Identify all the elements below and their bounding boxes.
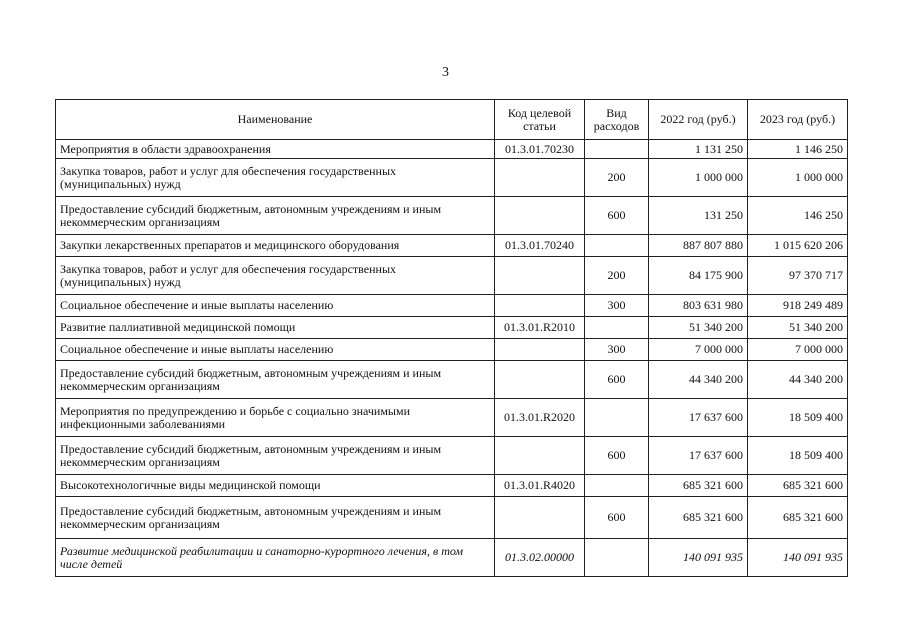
row-code: 01.3.02.00000: [495, 539, 585, 577]
row-value-2022: 1 131 250: [649, 140, 748, 159]
table-row: [56, 475, 848, 497]
row-vid: 200: [585, 159, 649, 197]
row-vid: 600: [585, 361, 649, 399]
row-name: Закупки лекарственных препаратов и медицинского оборудования: [56, 235, 495, 257]
row-value-2023: 97 370 717: [748, 257, 848, 295]
row-value-2023: 1 000 000: [748, 159, 848, 197]
row-value-2023: 44 340 200: [748, 361, 848, 399]
header-vid: Вид расходов: [585, 100, 649, 140]
header-code: Код целевой статьи: [495, 100, 585, 140]
row-name: Закупка товаров, работ и услуг для обеспечения государственных (муниципальных) нужд: [56, 159, 495, 197]
table-row: [56, 399, 848, 437]
row-value-2023: 51 340 200: [748, 317, 848, 339]
row-name: Социальное обеспечение и иные выплаты населению: [56, 339, 495, 361]
table-row: [56, 539, 848, 577]
row-vid: 300: [585, 295, 649, 317]
row-code: [495, 339, 585, 361]
row-name: Высокотехнологичные виды медицинской помощи: [56, 475, 495, 497]
row-vid: 200: [585, 257, 649, 295]
header-2023: 2023 год (руб.): [748, 100, 848, 140]
row-value-2022: 1 000 000: [649, 159, 748, 197]
row-code: [495, 197, 585, 235]
table-row: [56, 339, 848, 361]
row-code: 01.3.01.R2020: [495, 399, 585, 437]
row-code: 01.3.01.70240: [495, 235, 585, 257]
row-value-2022: 803 631 980: [649, 295, 748, 317]
row-name: Предоставление субсидий бюджетным, автономным учреждениям и иным некоммерческим организациям: [56, 197, 495, 235]
row-value-2023: 1 015 620 206: [748, 235, 848, 257]
row-value-2023: 140 091 935: [748, 539, 848, 577]
row-value-2022: 44 340 200: [649, 361, 748, 399]
row-value-2022: 887 807 880: [649, 235, 748, 257]
row-vid: 600: [585, 497, 649, 539]
page-number: 3: [442, 65, 449, 80]
header-name: Наименование: [56, 100, 495, 140]
table-row: [56, 235, 848, 257]
row-value-2023: 685 321 600: [748, 497, 848, 539]
row-code: [495, 295, 585, 317]
table-row: [56, 257, 848, 295]
table-row: [56, 497, 848, 539]
table-header-row: [56, 100, 848, 140]
row-name: Предоставление субсидий бюджетным, автономным учреждениям и иным некоммерческим организациям: [56, 361, 495, 399]
row-name: Социальное обеспечение и иные выплаты населению: [56, 295, 495, 317]
row-value-2022: 140 091 935: [649, 539, 748, 577]
table-row: [56, 140, 848, 159]
table-row: [56, 437, 848, 475]
table-row: [56, 159, 848, 197]
row-code: [495, 257, 585, 295]
row-value-2023: 685 321 600: [748, 475, 848, 497]
row-value-2023: 7 000 000: [748, 339, 848, 361]
row-name: Мероприятия в области здравоохранения: [56, 140, 495, 159]
row-value-2022: 7 000 000: [649, 339, 748, 361]
row-value-2022: 131 250: [649, 197, 748, 235]
row-vid: [585, 317, 649, 339]
row-value-2023: 918 249 489: [748, 295, 848, 317]
row-code: [495, 159, 585, 197]
row-value-2022: 51 340 200: [649, 317, 748, 339]
row-name: Мероприятия по предупреждению и борьбе с социально значимыми инфекционными заболеваниями: [56, 399, 495, 437]
row-vid: [585, 235, 649, 257]
table-row: [56, 197, 848, 235]
row-code: [495, 497, 585, 539]
row-value-2023: 18 509 400: [748, 437, 848, 475]
row-name: Предоставление субсидий бюджетным, автономным учреждениям и иным некоммерческим организациям: [56, 437, 495, 475]
row-value-2022: 84 175 900: [649, 257, 748, 295]
row-vid: [585, 475, 649, 497]
row-vid: [585, 140, 649, 159]
row-code: [495, 361, 585, 399]
row-vid: [585, 539, 649, 577]
row-vid: 600: [585, 437, 649, 475]
row-code: 01.3.01.R2010: [495, 317, 585, 339]
row-value-2023: 1 146 250: [748, 140, 848, 159]
row-vid: 600: [585, 197, 649, 235]
row-vid: 300: [585, 339, 649, 361]
row-code: 01.3.01.70230: [495, 140, 585, 159]
row-value-2022: 685 321 600: [649, 497, 748, 539]
row-code: 01.3.01.R4020: [495, 475, 585, 497]
row-name: Предоставление субсидий бюджетным, автономным учреждениям и иным некоммерческим организациям: [56, 497, 495, 539]
table-row: [56, 317, 848, 339]
row-value-2023: 146 250: [748, 197, 848, 235]
row-vid: [585, 399, 649, 437]
row-value-2022: 17 637 600: [649, 399, 748, 437]
row-name: Закупка товаров, работ и услуг для обеспечения государственных (муниципальных) нужд: [56, 257, 495, 295]
row-value-2022: 685 321 600: [649, 475, 748, 497]
row-name: Развитие медицинской реабилитации и санаторно-курортного лечения, в том числе детей: [56, 539, 495, 577]
table-body: [56, 140, 848, 577]
row-value-2023: 18 509 400: [748, 399, 848, 437]
header-2022: 2022 год (руб.): [649, 100, 748, 140]
row-name: Развитие паллиативной медицинской помощи: [56, 317, 495, 339]
row-code: [495, 437, 585, 475]
table-row: [56, 361, 848, 399]
row-value-2022: 17 637 600: [649, 437, 748, 475]
budget-table: [55, 99, 848, 577]
table-row: [56, 295, 848, 317]
